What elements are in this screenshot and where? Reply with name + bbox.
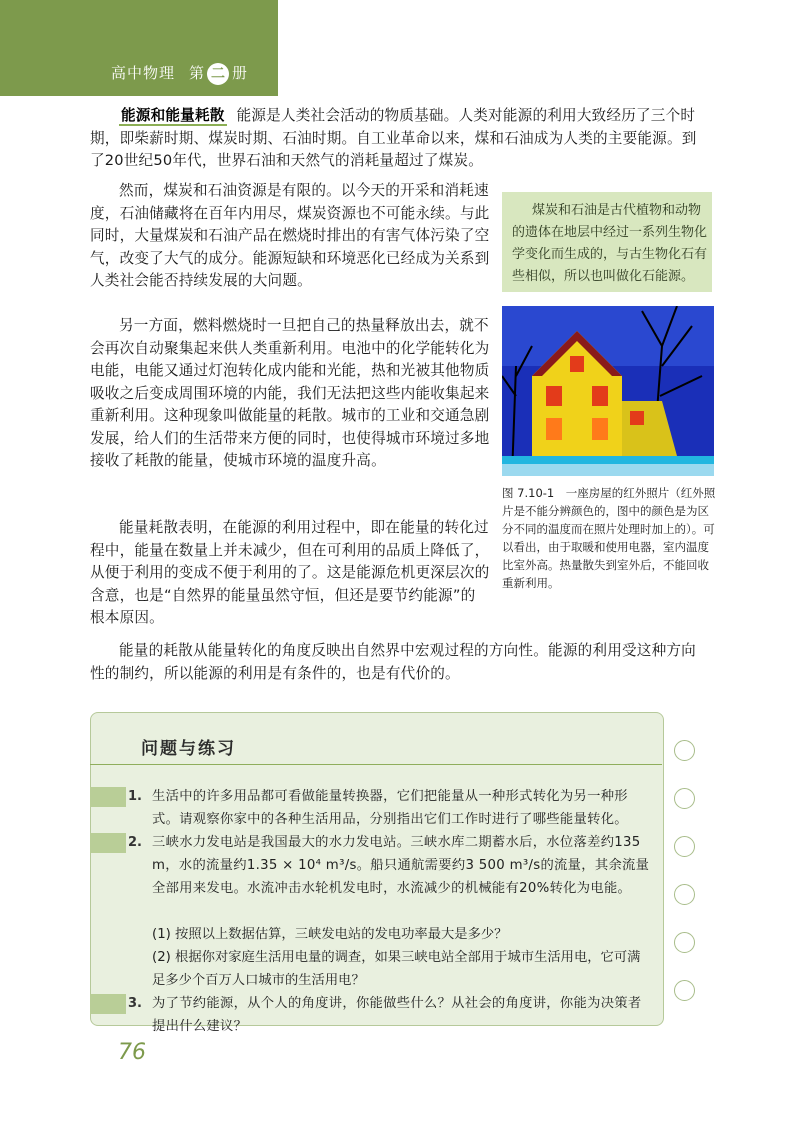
volume-suffix: 册 <box>232 64 248 82</box>
paragraph-2: 然而，煤炭和石油资源是有限的。以今天的开采和消耗速度，石油储藏将在百年内用尽，煤炭资源也不可能永续。与此同时，大量煤炭和石油产品在燃烧时排出的有害气体污染了空气，改变了大气的成分。能源短缺和环境恶化已经成为关系到人类社会能否持续发展的大问题。 <box>90 182 490 289</box>
question-1-bar <box>90 787 126 807</box>
binder-ring <box>674 740 695 761</box>
question-1-text: 生活中的许多用品都可看做能量转换器，它们把能量从一种形式转化为另一种形式。请观察你家中的各种生活用品，分别指出它们工作时进行了哪些能量转化。 <box>152 789 628 827</box>
question-2-text: 三峡水力发电站是我国最大的水力发电站。三峡水库二期蓄水后，水位落差约135 m，水的流量约1.35 × 10⁴ m³/s。船只通航需要约3 500 m³/s的流量，其余流量全部用来发电。水流冲击水轮机发电时，水流减少的机械能有20%转化为电能。 <box>152 835 650 896</box>
binder-ring <box>674 884 695 905</box>
question-2-part-1: (1) 按照以上数据估算，三峡发电站的发电功率最大是多少？ <box>152 927 508 942</box>
exercise-title-rule <box>90 764 662 765</box>
paragraph-1 <box>90 105 710 173</box>
infrared-house-photo <box>502 306 714 476</box>
question-3-bar <box>90 994 126 1014</box>
question-2-part-2: (2) 根据你对家庭生活用电量的调查，如果三峡电站全部用于城市生活用电，它可满足多少个百万人口城市的生活用电？ <box>152 950 641 988</box>
binder-ring <box>674 932 695 953</box>
figure-caption: 图 7.10-1 一座房屋的红外照片（红外照片是不能分辨颜色的，图中的颜色是为区分不同的温度而在照片处理时加上的）。可以看出，由于取暖和使用电器，室内温度比室外高。热量散失到室外后，不能回收重新利用。 <box>502 486 716 590</box>
page-number: 76 <box>118 1040 146 1065</box>
exercise-title: 问题与练习 <box>141 739 236 759</box>
question-1-number: 1. <box>128 789 142 804</box>
binder-ring <box>674 836 695 857</box>
binder-ring <box>674 980 695 1001</box>
binder-ring <box>674 788 695 809</box>
paragraph-5: 能量的耗散从能量转化的角度反映出自然界中宏观过程的方向性。能源的利用受这种方向性的制约，所以能源的利用是有条件的，也是有代价的。 <box>90 642 696 682</box>
question-3-number: 3. <box>128 996 142 1011</box>
question-3-text: 为了节约能源，从个人的角度讲，你能做些什么？从社会的角度讲，你能为决策者提出什么建议？ <box>152 996 642 1034</box>
paragraph-4: 能量耗散表明，在能源的利用过程中，即在能量的转化过程中，能量在数量上并未减少，但在可利用的品质上降低了，从便于利用的变成不便于利用的了。这是能源危机更深层次的含意，也是“自然界的能量虽然守恒，但还是要节约能源”的根本原因。 <box>90 519 490 626</box>
question-2-number: 2. <box>128 835 142 850</box>
question-2-bar <box>90 833 126 853</box>
paragraph-3: 另一方面，燃料燃烧时一旦把自己的热量释放出去，就不会再次自动聚集起来供人类重新利用。电池中的化学能转化为电能，电能又通过灯泡转化成内能和光能，热和光被其他物质吸收之后变成周围环境的内能，我们无法把这些内能收集起来重新利用。这种现象叫做能量的耗散。城市的工业和交通急剧发展，给人们的生活带来方便的同时，也使得城市环境过多地接收了耗散的能量，使城市环境的温度升高。 <box>90 317 490 469</box>
section-heading: 能源和能量耗散 <box>121 107 225 124</box>
volume-number-badge: 二 <box>207 63 229 85</box>
volume-label <box>189 62 247 85</box>
volume-prefix: 第 <box>189 64 205 82</box>
book-series: 高中物理 <box>111 64 176 82</box>
paragraph-1-text: 能源是人类社会活动的物质基础。人类对能源的利用大致经历了三个时期，即柴薪时期、煤炭时期、石油时期。自工业革命以来，煤和石油成为人类的主要能源。到了20世纪50年代，世界石油和天然气的消耗量超过了煤炭。 <box>90 107 697 169</box>
sidebar-note-text: 煤炭和石油是古代植物和动物的遗体在地层中经过一系列生物化学变化而生成的，与古生物化石有些相似，所以也叫做化石能源。 <box>512 203 708 284</box>
